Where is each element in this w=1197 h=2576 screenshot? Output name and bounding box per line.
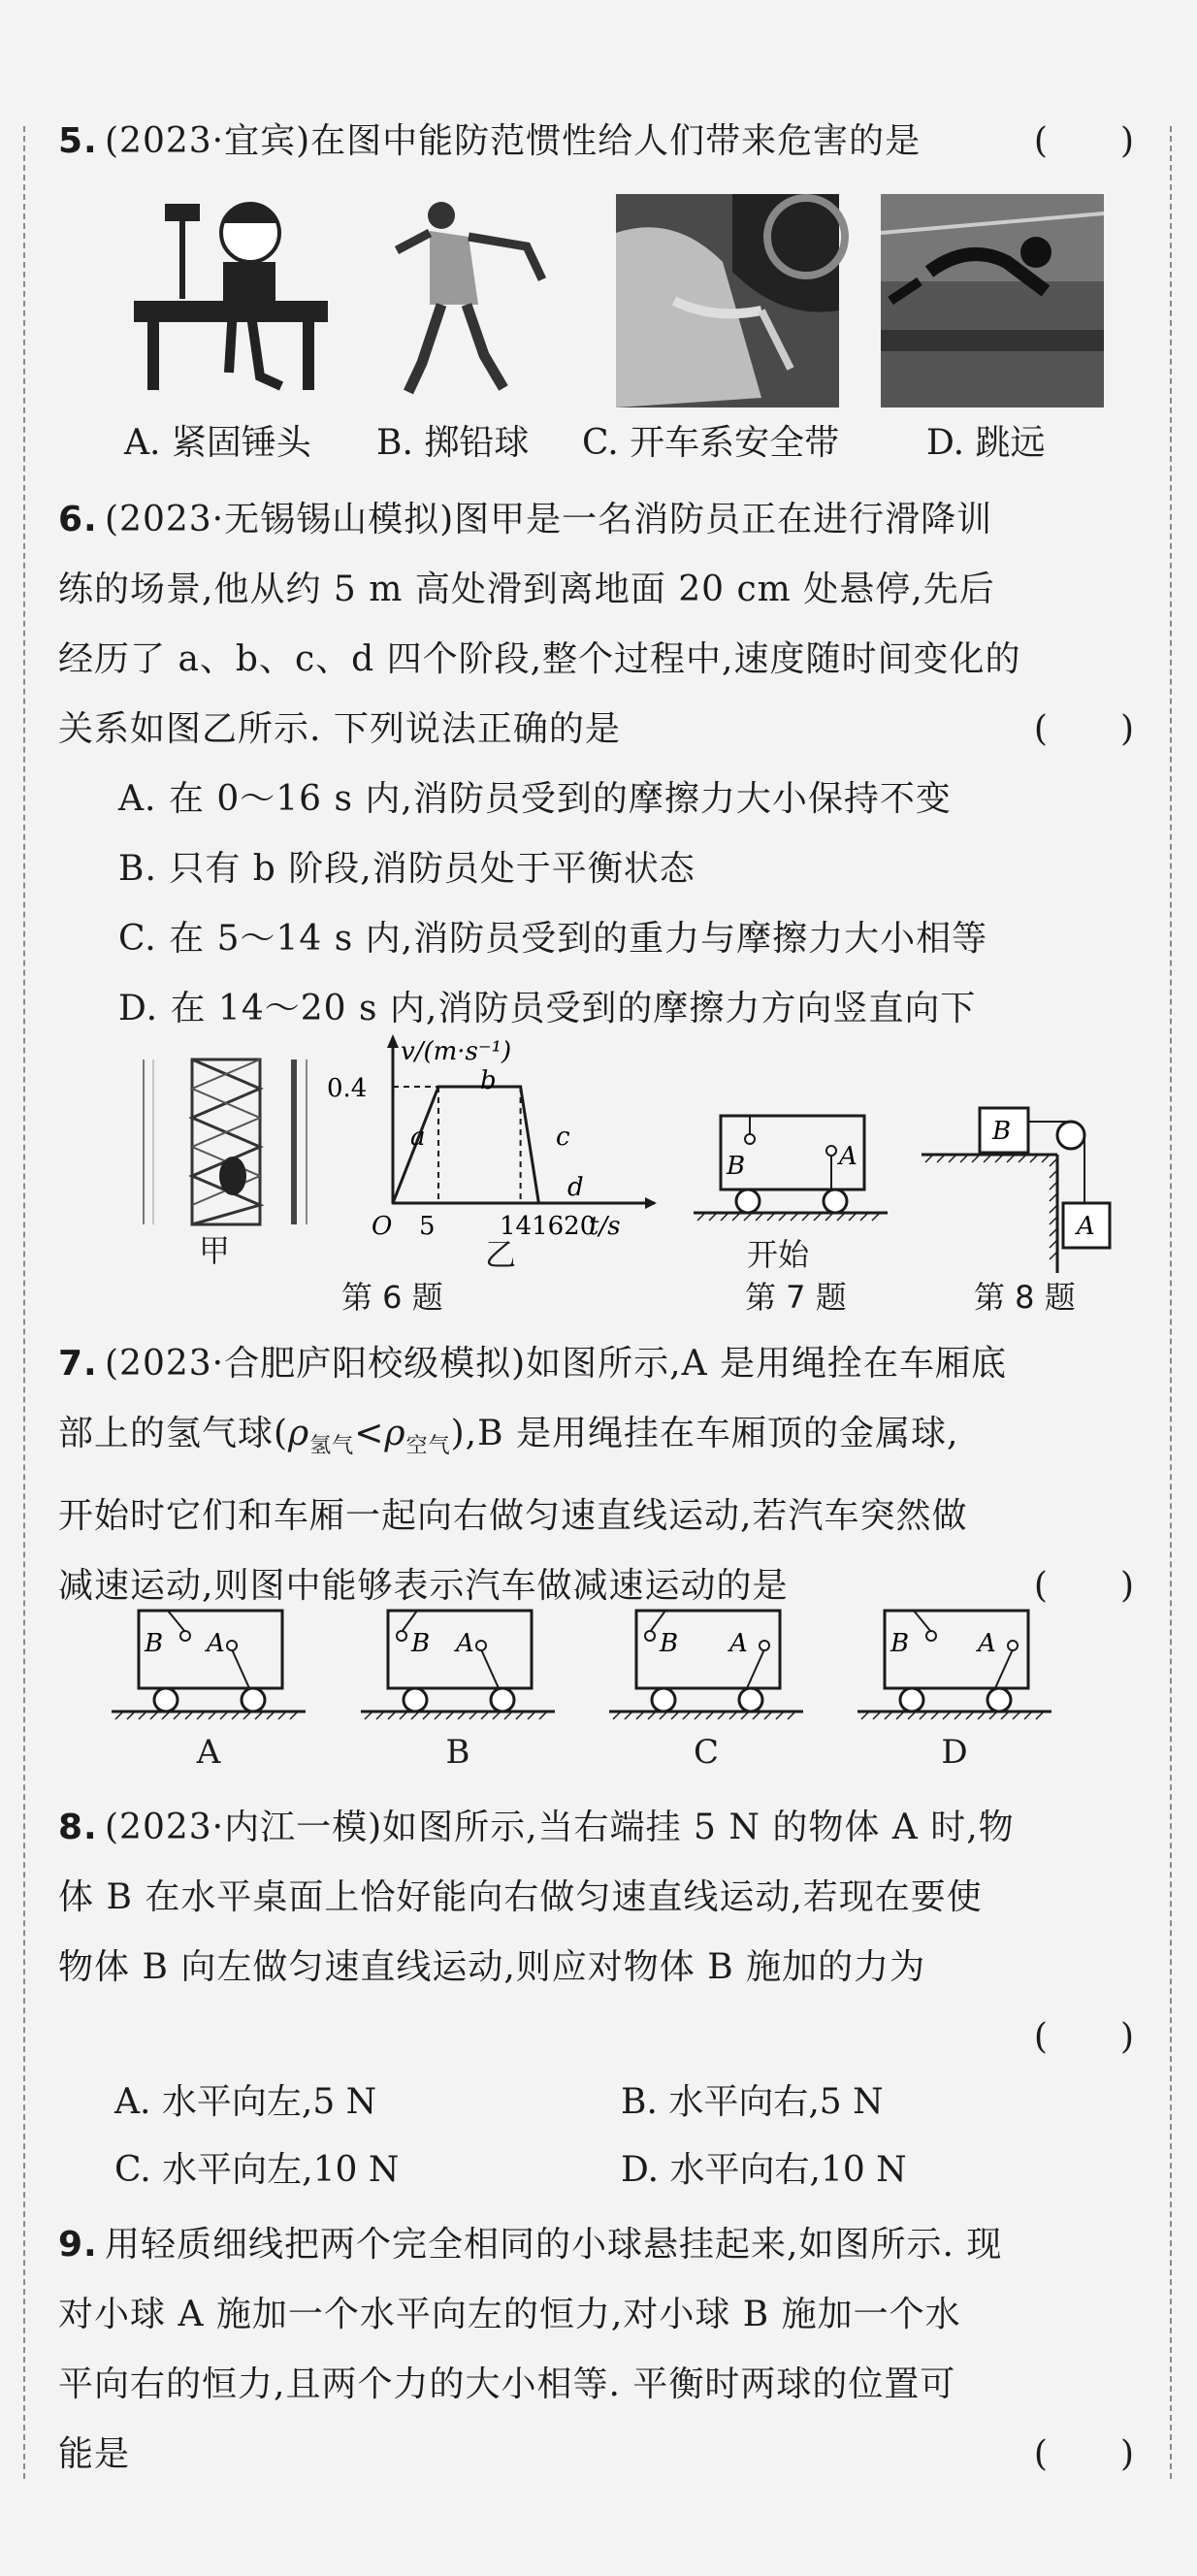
q8-line-3: 物体 B 向左做匀速直线运动,则应对物体 B 施加的力为 bbox=[58, 1947, 926, 1987]
fig-q8-caption: 第 8 题 bbox=[974, 1279, 1076, 1316]
answer-paren: ( ) bbox=[1033, 2434, 1135, 2474]
margin-line-right bbox=[1170, 126, 1172, 2479]
q8-option-c: C. 水平向左,10 N bbox=[114, 2150, 400, 2190]
q7-line-3: 开始时它们和车厢一起向右做匀速直线运动,若汽车突然做 bbox=[58, 1496, 968, 1537]
cart-drawing bbox=[112, 1603, 306, 1729]
wheel-left bbox=[404, 1688, 427, 1712]
q7-option-label: B bbox=[445, 1733, 470, 1772]
ball-b bbox=[645, 1631, 655, 1641]
segment-b-label: b bbox=[480, 1066, 497, 1095]
q6-option-d: D. 在 14～20 s 内,消防员受到的摩擦力方向竖直向下 bbox=[118, 989, 977, 1028]
balloon-a bbox=[476, 1641, 486, 1650]
q7-option-label: C bbox=[693, 1733, 719, 1772]
q5-stem bbox=[58, 107, 1135, 177]
rho-symbol: ρ bbox=[288, 1414, 310, 1453]
ball-a-label: A bbox=[839, 1142, 857, 1171]
seat-belt-picture bbox=[616, 194, 839, 408]
q8-line-2: 体 B 在水平桌面上恰好能向右做匀速直线运动,若现在要使 bbox=[58, 1877, 983, 1917]
q6-line-1-text: (2023·无锡锡山模拟)图甲是一名消防员正在进行滑降训 bbox=[105, 500, 993, 539]
q9-line-2: 对小球 A 施加一个水平向左的恒力,对小球 B 施加一个水 bbox=[58, 2295, 961, 2334]
rho-hydrogen-subscript: 氢气 bbox=[309, 1434, 355, 1459]
cart-drawing bbox=[609, 1603, 803, 1729]
wheel-right bbox=[242, 1688, 265, 1712]
cart-drawing bbox=[857, 1603, 1051, 1729]
origin-label: O bbox=[372, 1212, 393, 1241]
balloon-a-string bbox=[232, 1649, 249, 1688]
wheel-left bbox=[652, 1688, 675, 1712]
q7-line-1-text: (2023·合肥庐阳校级模拟)如图所示,A 是用绳拴在车厢底 bbox=[105, 1344, 1008, 1384]
segment-c-label: c bbox=[556, 1123, 570, 1152]
q7-option-cart-a bbox=[112, 1603, 306, 1772]
q7-line-2-pre: 部上的氢气球( bbox=[58, 1414, 289, 1453]
tick-5: 5 bbox=[419, 1212, 436, 1241]
q6-line-2: 练的场景,他从约 5 m 高处滑到离地面 20 cm 处悬停,先后 bbox=[58, 570, 995, 609]
segment-d-label: d bbox=[567, 1173, 584, 1202]
ball-b bbox=[926, 1631, 936, 1641]
q5-text: (2023·宜宾)在图中能防范惯性给人们带来危害的是 bbox=[105, 121, 922, 161]
q9-line-4 bbox=[58, 2420, 1135, 2490]
q6-option-a: A. 在 0～16 s 内,消防员受到的摩擦力大小保持不变 bbox=[118, 779, 952, 819]
balloon-a-string bbox=[481, 1649, 499, 1688]
q8-option-d: D. 水平向右,10 N bbox=[621, 2150, 907, 2190]
wheel-right bbox=[739, 1688, 762, 1712]
cart-drawing bbox=[361, 1603, 555, 1729]
q6-line-1 bbox=[58, 485, 1135, 555]
q9-number: 9. bbox=[58, 2225, 98, 2265]
shot-put-picture bbox=[383, 194, 553, 408]
question-9 bbox=[58, 2210, 1135, 2490]
ball-b bbox=[397, 1631, 406, 1641]
long-jump-picture bbox=[881, 194, 1104, 408]
q7-option-label: A bbox=[196, 1733, 221, 1772]
balloon-a-label: A bbox=[207, 1629, 225, 1658]
q5-option-a: A. 紧固锤头 bbox=[124, 423, 311, 463]
q8-number: 8. bbox=[58, 1808, 98, 1847]
ball-b-string bbox=[168, 1611, 185, 1632]
balloon-a bbox=[227, 1641, 237, 1650]
balloon-a-label: A bbox=[978, 1629, 996, 1658]
ball-b-label: B bbox=[411, 1629, 431, 1658]
fig-q7-caption: 第 7 题 bbox=[745, 1279, 847, 1316]
balloon-a-string bbox=[995, 1649, 1013, 1688]
fig-q6-caption: 第 6 题 bbox=[341, 1279, 443, 1316]
balloon-a-label: A bbox=[729, 1629, 748, 1658]
ball-b-string bbox=[914, 1611, 931, 1632]
wheel-left bbox=[900, 1688, 923, 1712]
q7-number: 7. bbox=[58, 1344, 98, 1384]
q5-option-d: D. 跳远 bbox=[926, 423, 1046, 463]
question-8 bbox=[58, 1793, 1135, 2072]
ball-b-label: B bbox=[890, 1629, 910, 1658]
question-5 bbox=[58, 107, 1135, 177]
segment-a-label: a bbox=[410, 1123, 426, 1152]
block-b-label: B bbox=[992, 1117, 1012, 1146]
balloon-a bbox=[760, 1641, 769, 1650]
q6-line-3: 经历了 a、b、c、d 四个阶段,整个过程中,速度随时间变化的 bbox=[58, 639, 1021, 679]
question-7 bbox=[58, 1329, 1135, 1621]
tick-14-16-20: 141620 bbox=[500, 1212, 597, 1241]
ball-b bbox=[180, 1631, 190, 1641]
t-axis-label: t/s bbox=[589, 1212, 621, 1241]
q7-option-cart-c bbox=[609, 1603, 803, 1772]
q7-option-cart-b bbox=[361, 1603, 555, 1772]
tick-0-4: 0.4 bbox=[327, 1074, 368, 1103]
q6-line-4-text: 关系如图乙所示. 下列说法正确的是 bbox=[58, 709, 621, 749]
balloon-a-string bbox=[747, 1649, 764, 1688]
wheel-right bbox=[491, 1688, 514, 1712]
ball-b-label: B bbox=[145, 1629, 164, 1658]
velocity-time-chart bbox=[327, 1019, 664, 1252]
ball-b-label: B bbox=[727, 1152, 746, 1181]
v-axis-label: v/(m·s⁻¹) bbox=[401, 1037, 512, 1066]
q9-line-3: 平向右的恒力,且两个力的大小相等. 平衡时两球的位置可 bbox=[58, 2364, 956, 2404]
question-6 bbox=[58, 485, 1135, 1044]
balloon-a-label: A bbox=[456, 1629, 474, 1658]
q6-option-b: B. 只有 b 阶段,消防员处于平衡状态 bbox=[118, 849, 696, 889]
q5-number: 5. bbox=[58, 121, 98, 161]
less-than-sign: < bbox=[354, 1414, 385, 1453]
ball-b-label: B bbox=[660, 1629, 679, 1658]
q7-line-4-text: 减速运动,则图中能够表示汽车做减速运动的是 bbox=[58, 1566, 789, 1607]
fig-start-label: 开始 bbox=[747, 1236, 810, 1273]
q9-line-1 bbox=[58, 2210, 1135, 2280]
q8-paren-line bbox=[58, 2003, 1135, 2072]
q6-number: 6. bbox=[58, 500, 98, 539]
q7-line-2 bbox=[58, 1399, 1135, 1482]
block-a-label: A bbox=[1077, 1212, 1095, 1241]
velocity-point bbox=[392, 1202, 395, 1205]
answer-paren: ( ) bbox=[1033, 121, 1135, 161]
q9-line-1-text: 用轻质细线把两个完全相同的小球悬挂起来,如图所示. 现 bbox=[105, 2225, 1003, 2265]
q6-option-c: C. 在 5～14 s 内,消防员受到的重力与摩擦力大小相等 bbox=[118, 919, 988, 959]
q5-option-c: C. 开车系安全带 bbox=[582, 423, 840, 463]
q8-line-1-text: (2023·内江一模)如图所示,当右端挂 5 N 的物体 A 时,物 bbox=[105, 1808, 1015, 1847]
q7-line-2-post: ),B 是用绳挂在车厢顶的金属球, bbox=[450, 1414, 959, 1453]
margin-line-left bbox=[23, 126, 25, 2479]
q5-option-b: B. 掷铅球 bbox=[376, 423, 530, 463]
q7-cart-start bbox=[694, 1106, 888, 1232]
fig-jia-label: 甲 bbox=[199, 1232, 231, 1269]
rho-air-subscript: 空气 bbox=[405, 1434, 451, 1459]
answer-paren: ( ) bbox=[1033, 2017, 1135, 2057]
q8-option-b: B. 水平向右,5 N bbox=[621, 2082, 884, 2122]
q8-option-a: A. 水平向左,5 N bbox=[114, 2082, 377, 2122]
rho-symbol: ρ bbox=[384, 1414, 406, 1453]
q7-option-cart-d bbox=[857, 1603, 1051, 1772]
hammer-picture bbox=[114, 194, 347, 408]
wheel-left bbox=[154, 1688, 178, 1712]
q6-line-4 bbox=[58, 695, 1135, 765]
wheel-right bbox=[987, 1688, 1011, 1712]
q9-line-4-text: 能是 bbox=[58, 2434, 131, 2474]
fig-yi-label: 乙 bbox=[485, 1236, 517, 1273]
velocity-point bbox=[537, 1202, 540, 1205]
answer-paren: ( ) bbox=[1033, 1566, 1135, 1607]
q8-line-1 bbox=[58, 1793, 1135, 1863]
q7-option-label: D bbox=[941, 1733, 968, 1772]
answer-paren: ( ) bbox=[1033, 709, 1135, 749]
velocity-point bbox=[437, 1086, 440, 1089]
q7-line-1 bbox=[58, 1329, 1135, 1399]
q8-pulley-figure bbox=[922, 1098, 1116, 1273]
firefighter-photo bbox=[124, 1060, 318, 1224]
velocity-point bbox=[519, 1086, 522, 1089]
balloon-a bbox=[1008, 1641, 1018, 1650]
